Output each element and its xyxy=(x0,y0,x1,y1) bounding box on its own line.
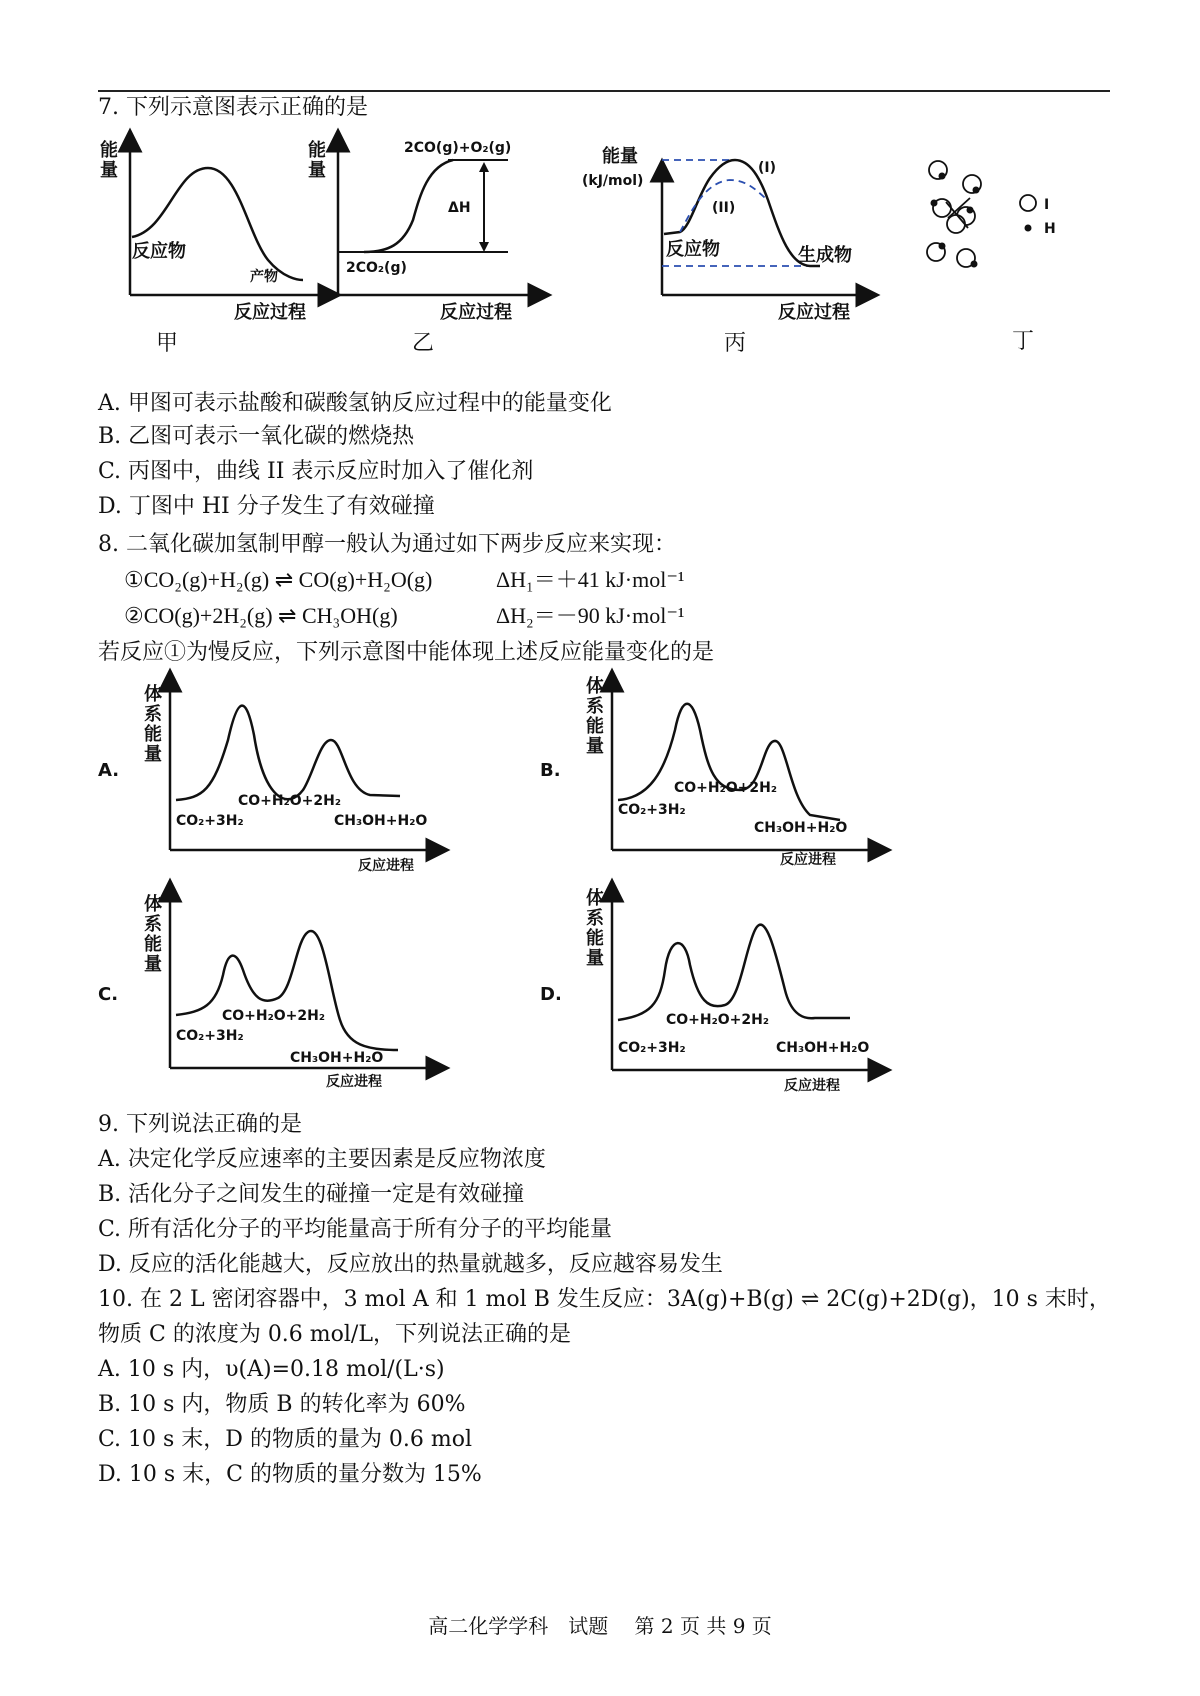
jia-caption: 甲 xyxy=(156,331,179,356)
diagram-ding xyxy=(920,158,1080,358)
svg-text:量: 量 xyxy=(144,744,162,765)
q8-chart-d-letter: D. xyxy=(540,984,562,1005)
q8-chart-c-letter: C. xyxy=(98,984,119,1005)
q8-chart-b-letter: B. xyxy=(540,760,561,781)
diagram-yi xyxy=(308,140,568,360)
q10-option-a: A. 10 s 内，υ(A)=0.18 mol/(L·s) xyxy=(98,1357,445,1382)
q8-chart-a-xlabel: 反应进程 xyxy=(358,858,414,874)
jia-ylabel-1: 能 xyxy=(100,140,118,161)
q10-option-b: B. 10 s 内，物质 B 的转化率为 60% xyxy=(98,1392,466,1417)
q8-chart-c-mid: CO+H₂O+2H₂ xyxy=(222,1008,325,1024)
q8-chart-d-xlabel: 反应进程 xyxy=(784,1078,840,1094)
q8-chart-b-end: CH₃OH+H₂O xyxy=(754,820,848,836)
bing-curve1-label: (I) xyxy=(758,160,777,176)
yi-xlabel: 反应过程 xyxy=(440,302,512,323)
q8-chart-d-mid: CO+H₂O+2H₂ xyxy=(666,1012,769,1028)
q9-option-d: D. 反应的活化能越大，反应放出的热量就越多，反应越容易发生 xyxy=(98,1252,723,1277)
diagram-jia xyxy=(98,140,338,360)
svg-text:系: 系 xyxy=(144,704,162,725)
svg-text:系: 系 xyxy=(144,914,162,935)
q8-chart-b-ylabel xyxy=(586,675,604,757)
q7-option-d: D. 丁图中 HI 分子发生了有效碰撞 xyxy=(98,494,435,519)
q7-stem: 7. 下列示意图表示正确的是 xyxy=(98,95,368,120)
ding-legend-i: I xyxy=(1044,197,1050,213)
q8-chart-c xyxy=(98,890,518,1090)
header-rule xyxy=(98,90,1110,92)
q8-chart-d-ylabel xyxy=(586,887,604,969)
q10-option-c: C. 10 s 末，D 的物质的量为 0.6 mol xyxy=(98,1427,473,1452)
q10-stem-1: 10. 在 2 L 密闭容器中，3 mol A 和 1 mol B 发生反应：3A(g)+B(g) ⇌ 2C(g)+2D(g)，10 s 末时， xyxy=(98,1287,1111,1312)
yi-ylabel-2: 量 xyxy=(308,160,326,181)
q10-stem-2: 物质 C 的浓度为 0.6 mol/L，下列说法正确的是 xyxy=(98,1322,571,1347)
q7-option-a: A. 甲图可表示盐酸和碳酸氢钠反应过程中的能量变化 xyxy=(98,391,612,416)
q8-chart-a-start: CO₂+3H₂ xyxy=(176,813,244,829)
q9-option-c: C. 所有活化分子的平均能量高于所有分子的平均能量 xyxy=(98,1217,613,1242)
yi-top-label: 2CO(g)+O₂(g) xyxy=(404,140,512,156)
q10-option-d: D. 10 s 末，C 的物质的量分数为 15% xyxy=(98,1462,482,1487)
q9-option-b: B. 活化分子之间发生的碰撞一定是有效碰撞 xyxy=(98,1182,525,1207)
yi-curve xyxy=(364,160,453,252)
svg-text:量: 量 xyxy=(586,736,604,757)
yi-bottom-label: 2CO₂(g) xyxy=(346,260,407,276)
q8-eq1 xyxy=(124,565,744,595)
jia-product-label: 产物 xyxy=(250,269,278,285)
yi-ylabel-1: 能 xyxy=(308,140,326,161)
bing-reactant-label: 反应物 xyxy=(666,239,720,260)
jia-reactant-label: 反应物 xyxy=(132,241,186,262)
svg-text:系: 系 xyxy=(586,696,604,717)
page-footer: 高二化学学科 试题 第 2 页 共 9 页 xyxy=(428,1614,772,1638)
svg-text:系: 系 xyxy=(586,908,604,929)
q8-chart-d-end: CH₃OH+H₂O xyxy=(776,1040,870,1056)
q8-chart-d-start: CO₂+3H₂ xyxy=(618,1040,686,1056)
q8-stem: 8. 二氧化碳加氢制甲醇一般认为通过如下两步反应来实现： xyxy=(98,532,676,557)
q8-chart-c-xlabel: 反应进程 xyxy=(326,1074,382,1090)
q8-chart-a-curve xyxy=(176,706,400,800)
ding-legend-h: H xyxy=(1044,221,1056,237)
jia-curve xyxy=(132,168,303,280)
q8-eq2 xyxy=(124,601,744,631)
yi-caption: 乙 xyxy=(412,331,435,356)
svg-text:量: 量 xyxy=(586,948,604,969)
q8-chart-c-end: CH₃OH+H₂O xyxy=(290,1050,384,1066)
q8-chart-c-start: CO₂+3H₂ xyxy=(176,1028,244,1044)
q9-stem: 9. 下列说法正确的是 xyxy=(98,1112,302,1137)
q7-option-b: B. 乙图可表示一氧化碳的燃烧热 xyxy=(98,424,415,449)
q8-chart-b-start: CO₂+3H₂ xyxy=(618,802,686,818)
q8-chart-a-end: CH₃OH+H₂O xyxy=(334,813,428,829)
q8-eq1-text: ①CO₂(g)+H₂(g) ⇌ CO(g)+H₂O(g) xyxy=(124,567,433,592)
yi-dh-label: ΔH xyxy=(448,200,471,216)
q8-chart-d-curve xyxy=(618,925,850,1020)
svg-text:能: 能 xyxy=(144,934,162,955)
jia-xlabel: 反应过程 xyxy=(234,302,306,323)
q8-dh2: ΔH₂＝－90 kJ·mol⁻¹ xyxy=(496,603,685,628)
q9-option-a: A. 决定化学反应速率的主要因素是反应物浓度 xyxy=(98,1147,546,1172)
q8-chart-c-ylabel xyxy=(144,893,162,975)
svg-text:体: 体 xyxy=(586,676,604,697)
svg-text:体: 体 xyxy=(144,894,162,915)
q8-chart-b xyxy=(540,676,960,870)
bing-ylabel-1: 能量 xyxy=(602,146,638,167)
q8-chart-a xyxy=(98,680,518,874)
q8-dh1: ΔH₁＝＋41 kJ·mol⁻¹ xyxy=(496,567,685,592)
bing-curve2-label: (II) xyxy=(712,200,736,216)
ding-caption: 丁 xyxy=(1012,329,1035,354)
svg-text:体: 体 xyxy=(586,888,604,909)
q7-option-c: C. 丙图中，曲线 II 表示反应时加入了催化剂 xyxy=(98,459,534,484)
q8-chart-b-xlabel: 反应进程 xyxy=(780,852,836,868)
q8-chart-a-mid: CO+H₂O+2H₂ xyxy=(238,793,341,809)
bing-xlabel: 反应过程 xyxy=(778,302,850,323)
q8-chart-a-ylabel xyxy=(144,683,162,765)
svg-text:量: 量 xyxy=(144,954,162,975)
bing-ylabel-2: (kJ/mol) xyxy=(582,173,644,189)
jia-ylabel-2: 量 xyxy=(100,160,118,181)
q8-eq2-text: ②CO(g)+2H₂(g) ⇌ CH₃OH(g) xyxy=(124,603,398,628)
q8-condition: 若反应①为慢反应，下列示意图中能体现上述反应能量变化的是 xyxy=(98,640,715,665)
svg-text:能: 能 xyxy=(144,724,162,745)
bing-product-label: 生成物 xyxy=(798,245,852,266)
bing-caption: 丙 xyxy=(724,331,747,356)
q8-chart-a-letter: A. xyxy=(98,760,120,781)
svg-text:能: 能 xyxy=(586,716,604,737)
svg-text:体: 体 xyxy=(144,684,162,705)
q8-chart-d xyxy=(540,888,960,1094)
q8-chart-b-mid: CO+H₂O+2H₂ xyxy=(674,780,777,796)
diagram-bing xyxy=(580,140,870,360)
svg-text:能: 能 xyxy=(586,928,604,949)
